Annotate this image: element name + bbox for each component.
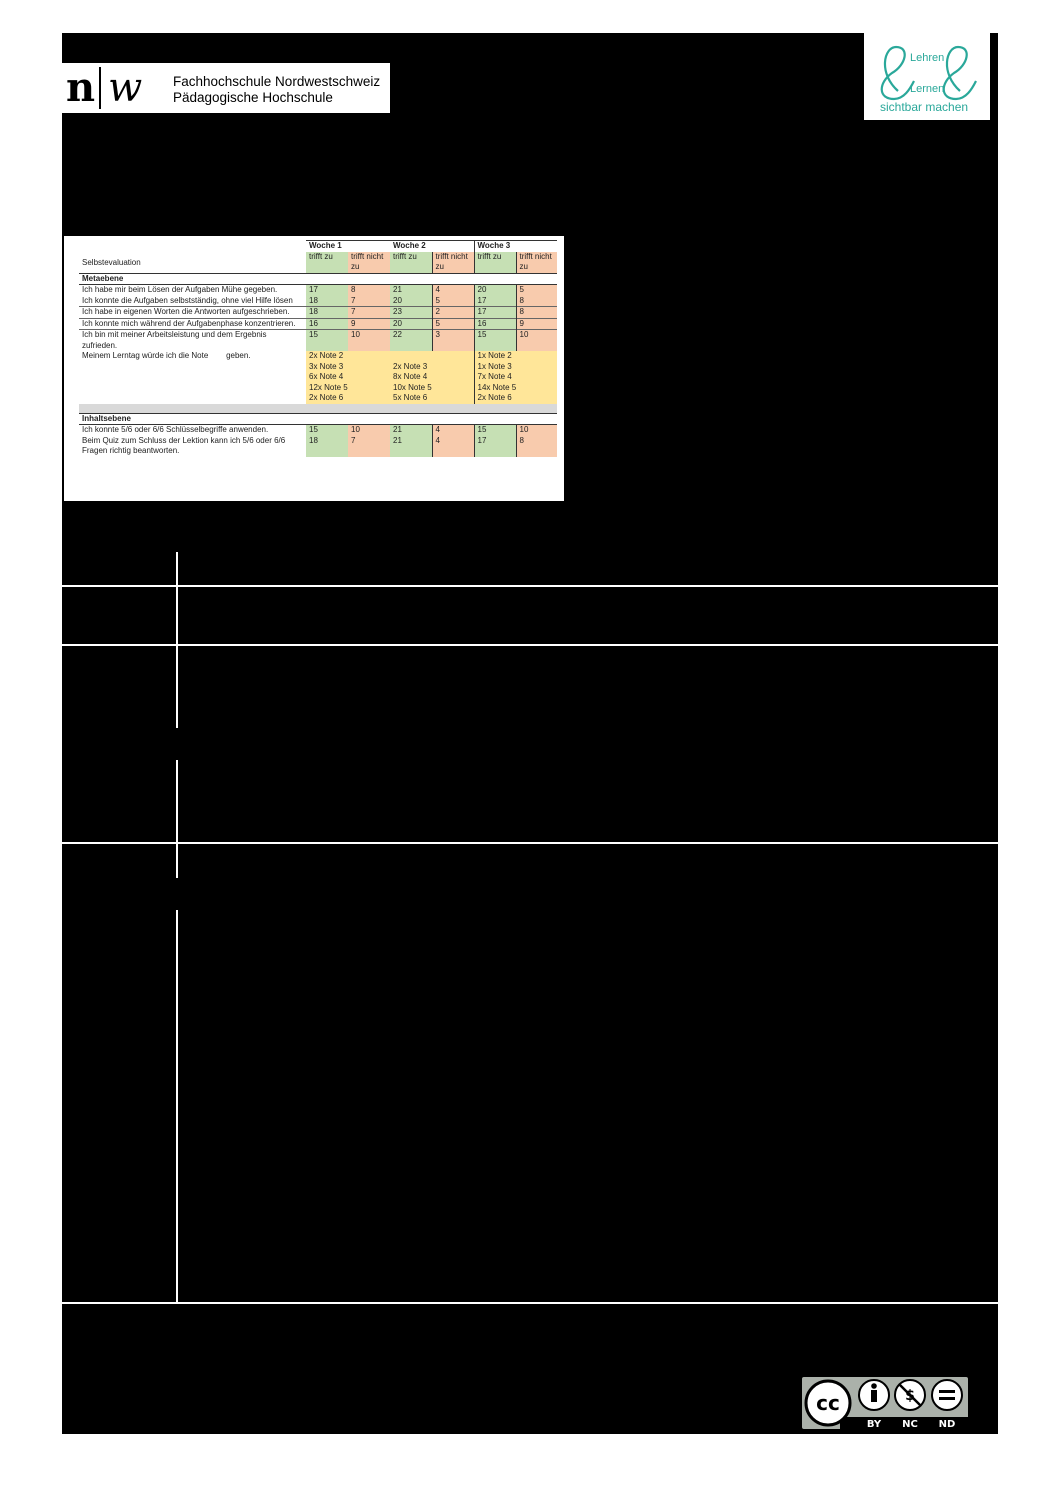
table-title: Selbstevaluation [82, 257, 141, 267]
cc-license-badge [800, 1375, 970, 1431]
grade-row [79, 351, 557, 404]
grade-label: Meinem Lerntag würde ich die Note geben. [82, 351, 251, 360]
divider-row [79, 404, 557, 414]
row-divider [62, 644, 998, 646]
document-page [62, 33, 998, 1434]
logo-text-lernen: Lernen [910, 83, 945, 95]
svg-text:NC: NC [902, 1419, 918, 1430]
logo-line-2: Pädagogische Hochschule [173, 90, 333, 105]
svg-text:BY: BY [866, 1419, 882, 1430]
logo-mark-w: w [108, 65, 143, 111]
table-row: Ich bin mit meiner Arbeitsleistung und dem Ergebnis zufrieden. 15 10 22 3 15 10 [79, 330, 557, 352]
column-divider [176, 760, 178, 842]
col-no: trifft nicht zu [432, 252, 474, 274]
grades-week-2: 2x Note 3 8x Note 4 10x Note 5 5x Note 6 [390, 351, 474, 404]
svg-text:cc: cc [816, 1391, 840, 1415]
table-header-weeks [79, 241, 557, 252]
row-divider [62, 1302, 998, 1304]
evaluation-table-image [64, 236, 564, 501]
lehren-lernen-logo [864, 33, 990, 120]
table-row: Ich konnte die Aufgaben selbstständig, ohne viel Hilfe lösen 18 7 20 5 17 8 [79, 296, 557, 307]
week-2-header: Woche 2 [390, 241, 474, 252]
col-yes: trifft zu [474, 252, 516, 274]
svg-text:$: $ [905, 1388, 915, 1404]
table-row: Ich konnte mich während der Aufgabenphase konzentrieren. 16 9 20 5 16 9 [79, 318, 557, 330]
column-divider [176, 842, 178, 878]
logo-separator [99, 67, 101, 109]
svg-text:ND: ND [938, 1419, 956, 1430]
logo-mark-n: n [66, 64, 96, 111]
noderivatives-icon [932, 1380, 962, 1410]
grades-week-3: 1x Note 2 1x Note 3 7x Note 4 14x Note 5 2x Note 6 [474, 351, 557, 404]
row-divider [62, 842, 998, 844]
evaluation-table [79, 240, 557, 457]
fhnw-logo [62, 63, 390, 113]
col-no: trifft nicht zu [516, 252, 557, 274]
col-no: trifft nicht zu [348, 252, 390, 274]
week-1-header: Woche 1 [306, 241, 390, 252]
section-row [79, 273, 557, 285]
grades-week-1: 2x Note 2 3x Note 3 6x Note 4 12x Note 5 2x Note 6 [306, 351, 390, 404]
week-3-header: Woche 3 [474, 241, 557, 252]
column-divider [176, 910, 178, 1303]
logo-text-sichtbar: sichtbar machen [880, 100, 969, 114]
col-yes: trifft zu [390, 252, 432, 274]
table-row: Beim Quiz zum Schluss der Lektion kann ich 5/6 oder 6/6 Fragen richtig beantworten. 18 7 21 4 17 8 [79, 436, 557, 457]
logo-text-lehren: Lehren [910, 52, 945, 64]
logo-line-1: Fachhochschule Nordwestschweiz [173, 74, 381, 89]
table-row: Ich konnte 5/6 oder 6/6 Schlüsselbegriffe anwenden. 15 10 21 4 15 10 [79, 425, 557, 436]
section-content: Inhaltsebene [79, 413, 557, 425]
row-divider [62, 585, 998, 587]
section-meta: Metaebene [79, 273, 557, 285]
table-row: Ich habe in eigenen Worten die Antworten aufgeschrieben. 18 7 23 2 17 8 [79, 307, 557, 319]
section-row [79, 413, 557, 425]
column-divider [176, 552, 178, 728]
col-yes: trifft zu [306, 252, 348, 274]
table-row: Ich habe mir beim Lösen der Aufgaben Mühe gegeben. 17 8 21 4 20 5 [79, 285, 557, 296]
table-header-columns [79, 252, 557, 274]
